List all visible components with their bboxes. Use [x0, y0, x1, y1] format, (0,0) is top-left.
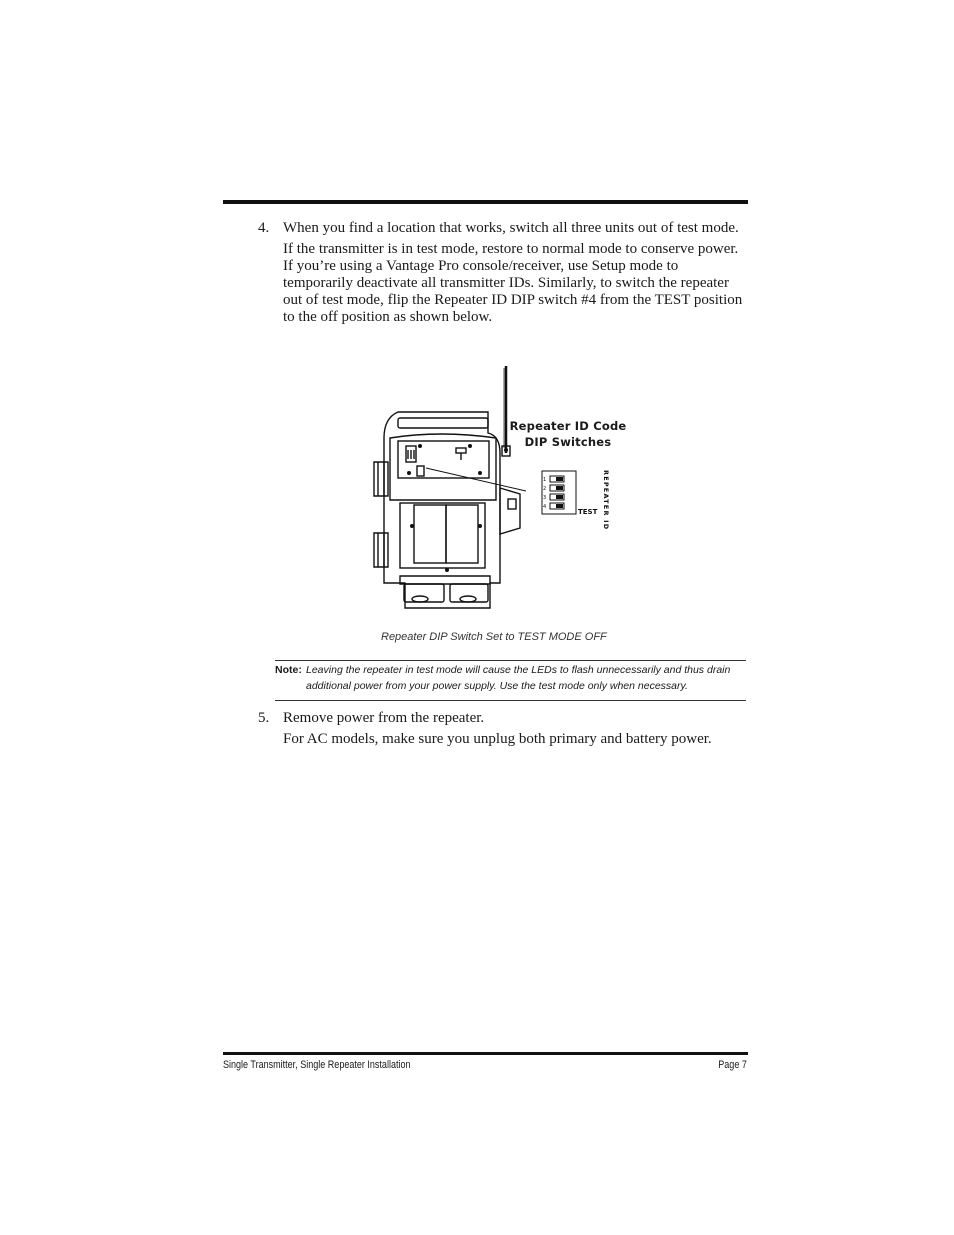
step-heading: Remove power from the repeater.	[283, 710, 485, 726]
step-heading: When you find a location that works, switch all three units out of test mode.	[283, 220, 739, 236]
figure-caption: Repeater DIP Switch Set to TEST MODE OFF	[381, 631, 607, 643]
note-rule-top	[275, 660, 746, 661]
svg-text:1: 1	[543, 477, 547, 483]
footer-page-number: Page 7	[718, 1059, 747, 1071]
header-rule	[223, 200, 748, 204]
step-5	[258, 710, 748, 752]
step-number: 5.	[258, 710, 270, 726]
footer-rule	[223, 1052, 748, 1055]
step-4	[258, 220, 748, 330]
note-box	[275, 663, 746, 694]
svg-text:2: 2	[543, 486, 547, 492]
svg-text:3: 3	[543, 495, 547, 501]
repeater-id-side-label: REPEATER ID	[602, 470, 610, 531]
note-label: Note:	[275, 664, 302, 676]
svg-text:4: 4	[543, 504, 547, 510]
repeater-illustration	[360, 358, 620, 616]
figure-title-line-1: Repeater ID Code	[509, 419, 627, 433]
step-detail: For AC models, make sure you unplug both primary and battery power.	[283, 731, 712, 747]
note-text: Leaving the repeater in test mode will cause the LEDs to flash unnecessarily and thus drain additional power from your power supply. Use the test mode only when necessary.	[306, 664, 731, 692]
step-detail: If the transmitter is in test mode, restore to normal mode to conserve power. If you’re using a Vantage Pro console/receiver, use Setup mode to temporarily deactivate all transmitter IDs. Similarly, to switch the repeater out of test mode, flip the Repeater ID DIP switch #4 from the TEST position to the off position as shown below.	[283, 241, 743, 325]
figure-title	[505, 418, 631, 450]
footer-section-title: Single Transmitter, Single Repeater Installation	[223, 1059, 411, 1071]
note-rule-bottom	[275, 700, 746, 701]
step-number: 4.	[258, 220, 270, 236]
figure-title-line-2: DIP Switches	[524, 435, 612, 449]
test-label: TEST	[578, 508, 598, 516]
